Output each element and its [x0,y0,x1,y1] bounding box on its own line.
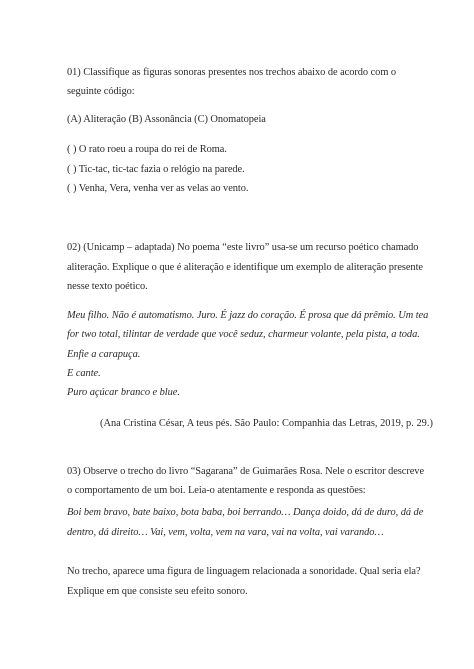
q2-prompt-line-3: nesse texto poético. [67,281,148,292]
q2-poem-line-4: E cante. [67,368,101,379]
q3-excerpt-line-2: dentro, dá direito… Vai, vem, volta, vem na vara, vai na volta, vai varando… [67,527,384,538]
q1-item-3: ( ) Venha, Vera, venha ver as velas ao vento. [67,183,249,194]
q2-poem-line-2: for two total, tilintar de verdade que você seduz, charmeur volante, pela pista, a toda. [67,329,420,340]
q3-prompt-line-1: 03) Observe o trecho do livro “Sagarana” de Guimarães Rosa. Nele o escritor descreve [67,466,425,477]
q2-prompt-line-1: 02) (Unicamp – adaptada) No poema “este livro” usa-se um recurso poético chamado [67,242,419,253]
q2-prompt-line-2: aliteração. Explique o que é aliteração e identifique um exemplo de aliteração presente [67,262,423,273]
q2-citation: (Ana Cristina César, A teus pés. São Paulo: Companhia das Letras, 2019, p. 29.) [100,418,433,429]
q1-prompt-line-2: seguinte código: [67,86,135,97]
q1-item-2: ( ) Tic-tac, tic-tac fazia o relógio na parede. [67,164,245,175]
q3-prompt-line-2: o comportamento de um boi. Leia-o atentamente e responda as questões: [67,485,366,496]
q3-question-line-2: Explique em que consiste seu efeito sonoro. [67,586,248,597]
q1-prompt-line-1: 01) Classifique as figuras sonoras presentes nos trechos abaixo de acordo com o [67,67,397,78]
q2-poem-line-3: Enfie a carapuça. [67,349,141,360]
q2-poem-line-5: Puro açúcar branco e blue. [67,387,180,398]
q2-poem-line-1: Meu filho. Não é automatismo. Juro. É jazz do coração. É prosa que dá prêmio. Um tea [67,310,429,321]
q1-code: (A) Aliteração (B) Assonância (C) Onomatopeia [67,114,266,125]
q1-item-1: ( ) O rato roeu a roupa do rei de Roma. [67,144,227,155]
q3-question-line-1: No trecho, aparece uma figura de linguagem relacionada a sonoridade. Qual seria ela? [67,566,421,577]
q3-excerpt-line-1: Boi bem bravo, bate baixo, bota baba, boi berrando… Dança doido, dá de duro, dá de [67,507,424,518]
